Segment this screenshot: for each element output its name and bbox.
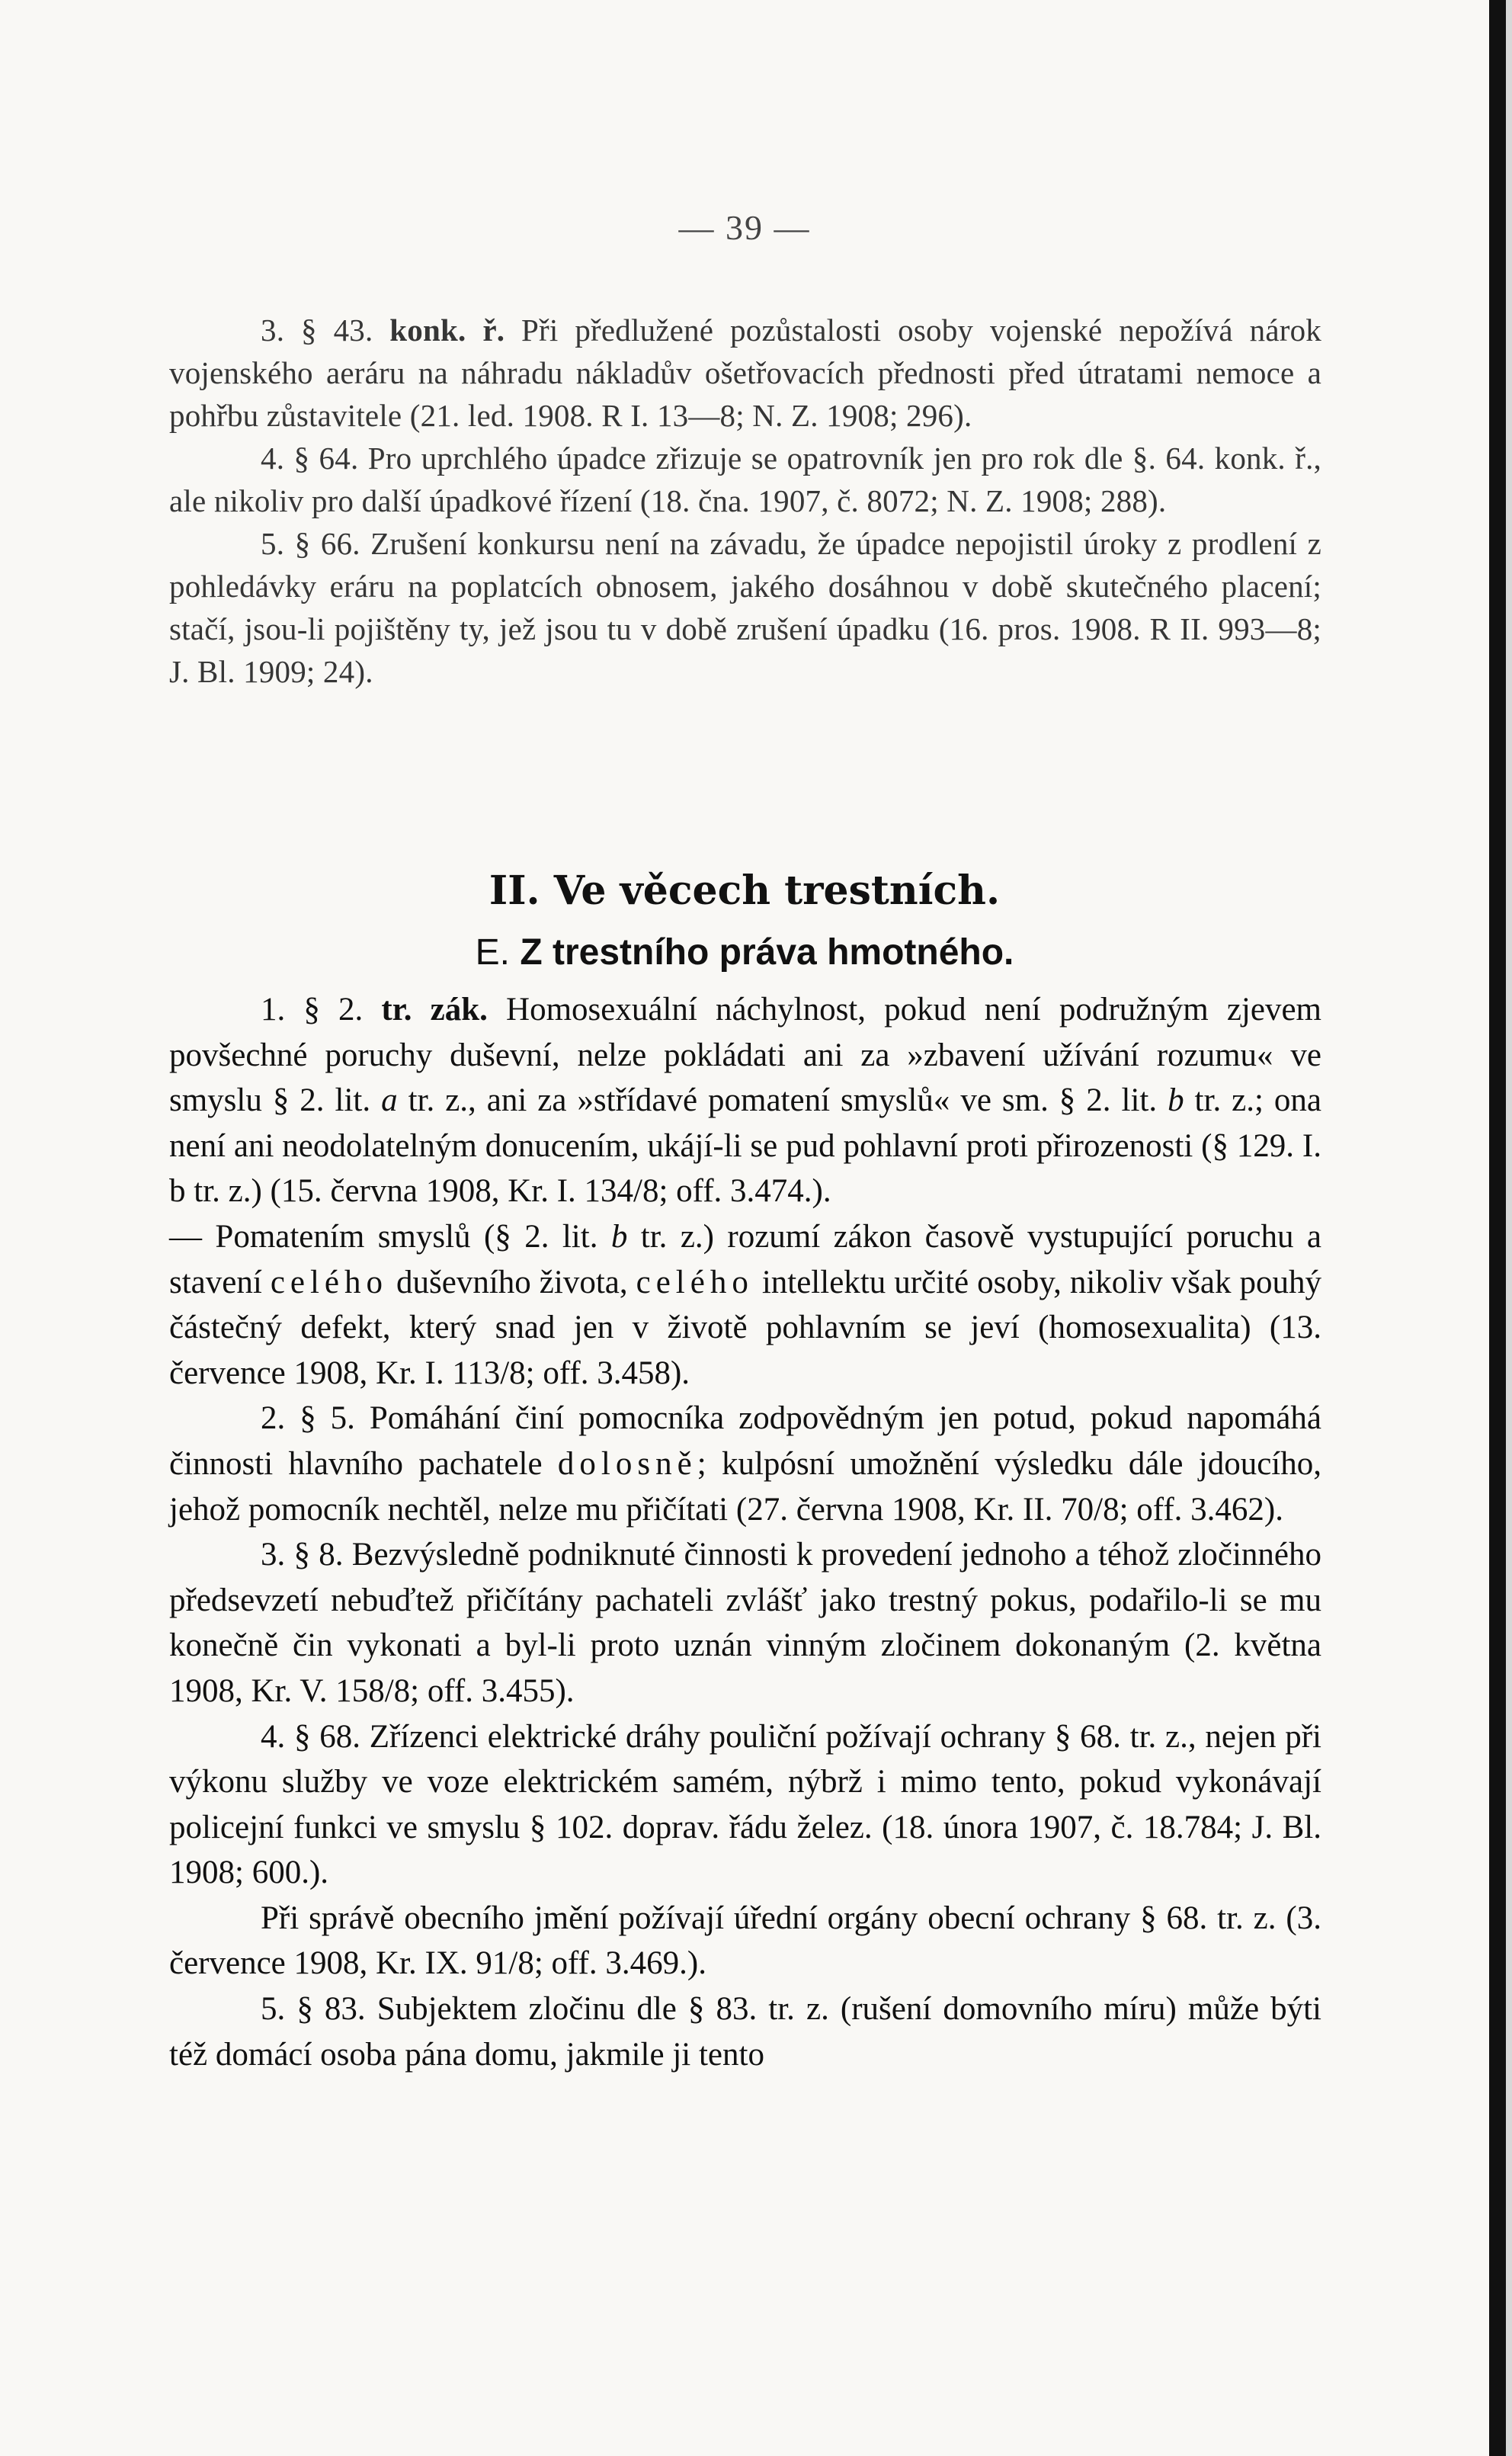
paragraph — [169, 1714, 1321, 1896]
text-run: 2. § 5. Pomáhání činí pomocníka zodpovědným jen potud, pokud napomáhá činnosti hlavního pachatele — [169, 1400, 1321, 1482]
criminal-decisions-section — [169, 987, 1321, 2077]
paragraph — [169, 1986, 1321, 2077]
text-run: 5. § 66. Zrušení konkursu není na závadu, že úpadce nepojistil úroky z prodlení z pohledávky eráru na poplatcích obnosem, jakého dosáhnou v době skutečného placení; stačí, jsou-li pojištěny ty, jež jsou tu v době zrušení úpadku (16. pros. 1908. R II. 993—8; J. Bl. 1909; 24). — [169, 526, 1321, 689]
text-run: ; kulpósní umožnění výsledku dále jdoucího, jehož pomocník nechtěl, nelze mu přičítati (27. června 1908, Kr. II. 70/8; off. 3.462). — [169, 1445, 1321, 1528]
bold-text: tr. zák. — [381, 992, 488, 1028]
text-run: tr. z., ani za »střídavé pomatení smyslů« ve sm. § 2. lit. — [397, 1082, 1168, 1119]
text-run: 4. § 68. Zřízenci elektrické dráhy pouliční požívají ochrany § 68. tr. z., nejen při výkonu služby ve voze elektrickém samém, nýbrž i mimo tento, pokud vykonávají policejní funkci ve smyslu § 102. doprav. řádu želez. (18. února 1907, č. 18.784; J. Bl. 1908; 600.). — [169, 1718, 1321, 1891]
text-run: Homosexuální náchylnost, pokud není podružným zjevem povšechné poruchy duševní, nelze pokládati ani za »zbavení užívání rozumu« ve smyslu § 2. lit. — [169, 992, 1321, 1119]
spaced-emphasis: celého — [636, 1264, 754, 1300]
paragraph — [169, 309, 1321, 437]
subsection-title: Z trestního práva hmotného. — [520, 932, 1014, 973]
text-run: 3. § 8. Bezvýsledně podniknuté činnosti k provedení jednoho a téhož zločinného předsevzetí nebuďtež přičítány pachateli zvlášť jako trestný pokus, podařilo-li se mu konečně čin vykonati a byl-li proto uznán vinným zločinem dokonaným (2. května 1908, Kr. V. 158/8; off. 3.455). — [169, 1537, 1321, 1709]
text-run: 4. § 64. Pro uprchlého úpadce zřizuje se opatrovník jen pro rok dle §. 64. konk. ř., ale nikoliv pro další úpadkové řízení (18. čna. 1907, č. 8072; N. Z. 1908; 288). — [169, 441, 1321, 518]
scan-edge-highlight — [1506, 0, 1512, 2456]
paragraph — [169, 987, 1321, 1214]
subsection-letter: E. — [475, 932, 521, 973]
paragraph — [169, 437, 1321, 522]
paragraph — [169, 1532, 1321, 1714]
italic-text: b — [610, 1218, 628, 1255]
text-run: tr. z.) rozumí zákon časově vystupující poruchu a stavení — [169, 1218, 1321, 1300]
spaced-emphasis: dolosně — [557, 1445, 697, 1482]
paragraph — [169, 1396, 1321, 1532]
section-heading: II. Ve věcech trestních. — [489, 867, 1001, 914]
paragraph — [169, 1214, 1321, 1396]
paragraph — [169, 522, 1321, 693]
spaced-emphasis: celého — [270, 1264, 389, 1300]
text-run: 3. § 43. — [261, 313, 390, 348]
text-run: 1. § 2. — [261, 992, 382, 1028]
text-run: tr. z.; ona není ani neodolatelným donucením, ukájí-li se pud pohlavní proti přirozenosti (§ 129. I. b tr. z.) (15. června 1908, Kr. I. 134/8; off. 3.474.). — [169, 1082, 1322, 1210]
bold-text: konk. ř. — [389, 313, 505, 348]
text-run: — Pomatením smyslů (§ 2. lit. — [169, 1218, 611, 1255]
subsection-heading — [0, 931, 1489, 973]
paragraph — [169, 1896, 1321, 1986]
italic-text: b — [1168, 1082, 1184, 1119]
text-run: intellektu určité osoby, nikoliv však pouhý částečný defekt, který snad jen v životě pohlavním se jeví (homosexualita) (13. července 1908, Kr. I. 113/8; off. 3.458). — [169, 1264, 1321, 1391]
civil-decisions-section — [169, 309, 1321, 693]
italic-text: a — [381, 1082, 398, 1119]
page-number: — 39 — — [678, 208, 811, 247]
text-run: Při předlužené pozůstalosti osoby vojenské nepožívá nárok vojenského aeráru na náhradu nákladův ošetřovacích přednosti před útratami nemoce a pohřbu zůstavitele (21. led. 1908. R I. 13—8; N. Z. 1908; 296). — [169, 313, 1321, 433]
text-run: Při správě obecního jmění požívají úřední orgány obecní ochrany § 68. tr. z. (3. července 1908, Kr. IX. 91/8; off. 3.469.). — [169, 1900, 1321, 1982]
text-run: duševního života, — [388, 1264, 636, 1300]
text-run: 5. § 83. Subjektem zločinu dle § 83. tr. z. (rušení domovního míru) může býti též domácí osoba pána domu, jakmile ji tento — [169, 1991, 1321, 2073]
